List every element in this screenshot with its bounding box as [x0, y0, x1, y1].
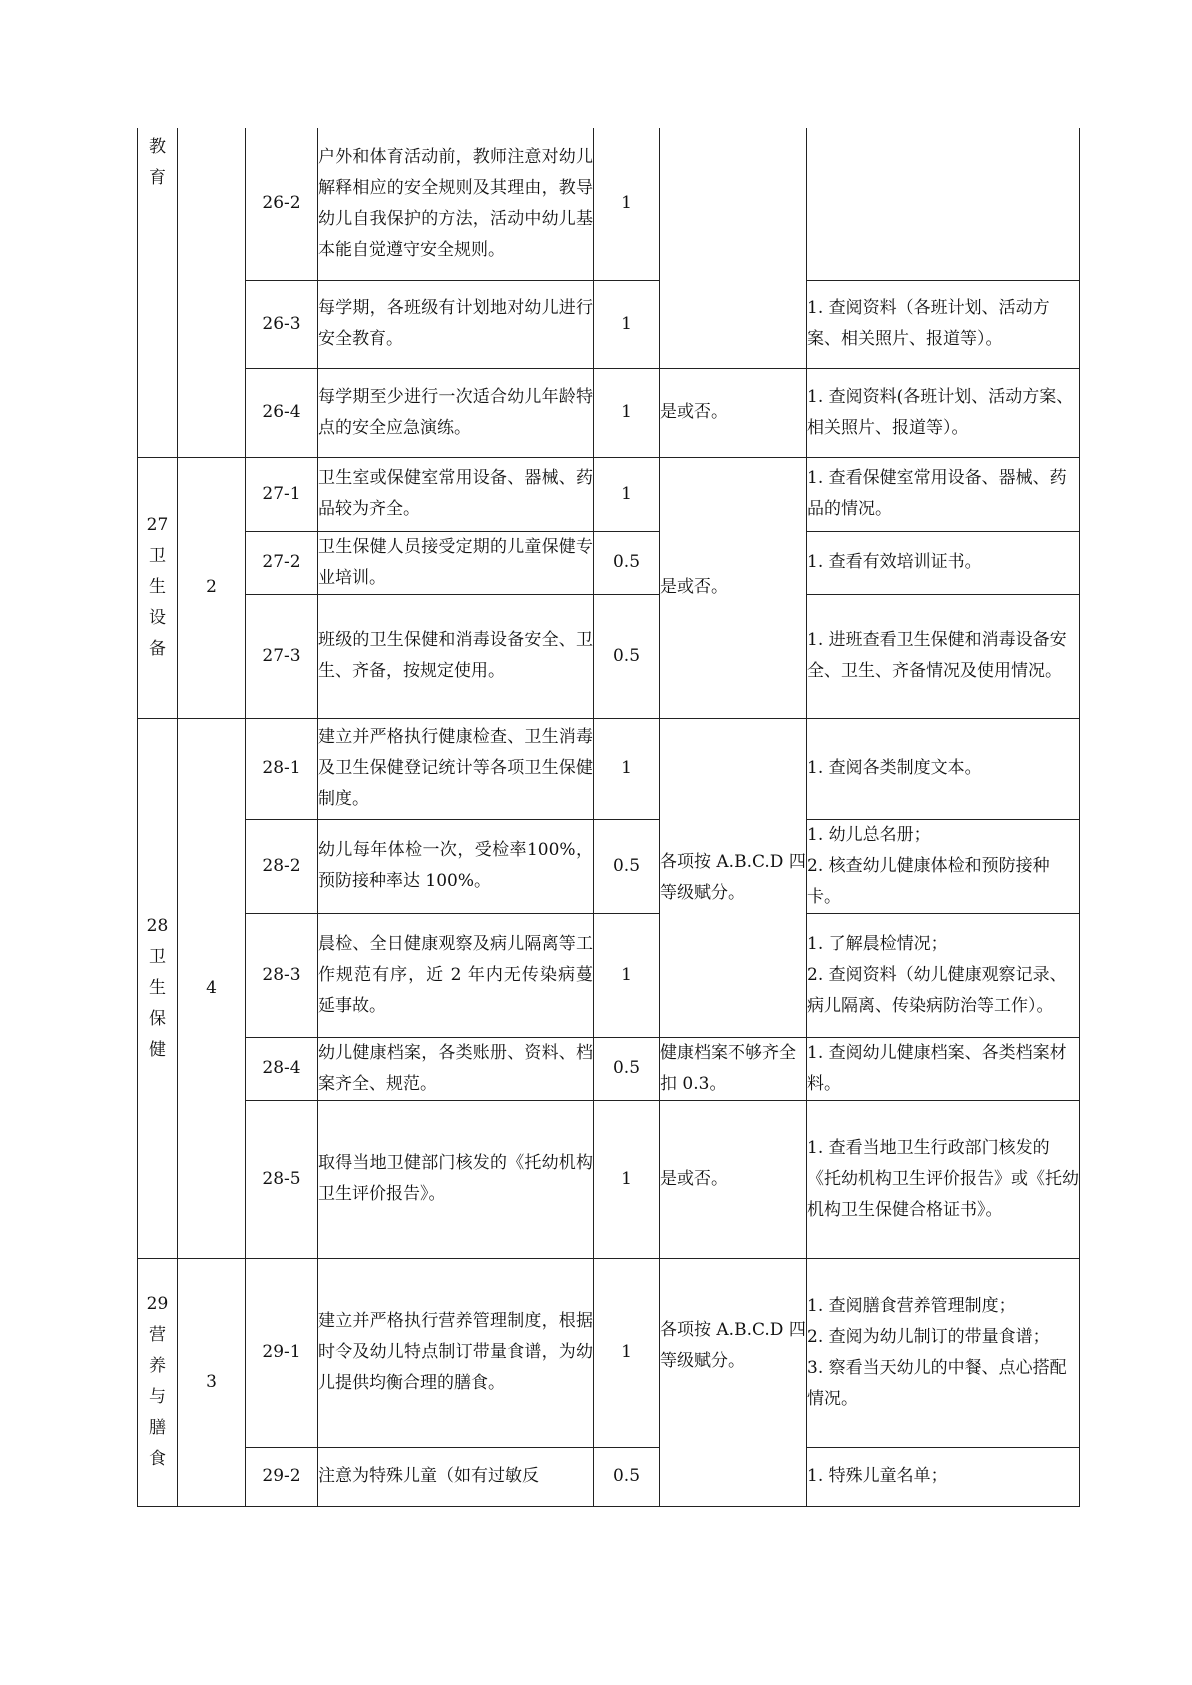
item-cell-hygiene-equipment: 27 卫 生 设 备	[138, 457, 178, 718]
item-cell-education: 教 育	[138, 128, 178, 457]
table-row	[138, 531, 1080, 594]
row-desc: 卫生保健人员接受定期的儿童保健专业培训。	[318, 531, 594, 594]
row-rule: 是或否。	[660, 368, 807, 457]
row-code: 27-2	[246, 531, 318, 594]
row-desc: 注意为特殊儿童（如有过敏反	[318, 1447, 594, 1506]
table-row	[138, 1037, 1080, 1100]
row-points: 1	[594, 718, 660, 819]
row-code: 29-2	[246, 1447, 318, 1506]
group-rule: 是或否。	[660, 457, 807, 718]
row-method: 1. 查阅幼儿健康档案、各类档案材料。	[807, 1037, 1080, 1100]
row-method: 1. 特殊儿童名单；	[807, 1447, 1080, 1506]
row-method: 1. 查阅膳食营养管理制度； 2. 查阅为幼儿制订的带量食谱； 3. 察看当天幼儿的中餐、点心搭配情况。	[807, 1258, 1080, 1447]
rule-cell-empty	[660, 128, 807, 368]
row-method: 1. 查看有效培训证书。	[807, 531, 1080, 594]
row-desc: 班级的卫生保健和消毒设备安全、卫生、齐备，按规定使用。	[318, 594, 594, 718]
row-points: 1	[594, 913, 660, 1037]
table-row	[138, 1100, 1080, 1258]
group-rule: 各项按 A.B.C.D 四等级赋分。	[660, 1258, 807, 1506]
row-code: 27-1	[246, 457, 318, 531]
row-code: 26-2	[246, 128, 318, 280]
row-code: 28-3	[246, 913, 318, 1037]
row-code: 26-3	[246, 280, 318, 368]
table-row	[138, 1447, 1080, 1506]
row-rule: 是或否。	[660, 1100, 807, 1258]
score-cell: 4	[178, 718, 246, 1258]
table-row	[138, 457, 1080, 531]
row-points: 1	[594, 1100, 660, 1258]
table-row	[138, 280, 1080, 368]
row-points: 0.5	[594, 1037, 660, 1100]
row-points: 1	[594, 368, 660, 457]
method-cell-empty	[807, 128, 1080, 280]
row-points: 1	[594, 280, 660, 368]
row-code: 28-2	[246, 819, 318, 913]
row-method: 1. 了解晨检情况； 2. 查阅资料（幼儿健康观察记录、病儿隔离、传染病防治等工作）。	[807, 913, 1080, 1037]
row-desc: 建立并严格执行营养管理制度，根据时令及幼儿特点制订带量食谱，为幼儿提供均衡合理的膳食。	[318, 1258, 594, 1447]
row-points: 0.5	[594, 1447, 660, 1506]
row-points: 1	[594, 457, 660, 531]
row-points: 1	[594, 1258, 660, 1447]
row-desc: 户外和体育活动前，教师注意对幼儿解释相应的安全规则及其理由，教导幼儿自我保护的方法，活动中幼儿基本能自觉遵守安全规则。	[318, 128, 594, 280]
row-method: 1. 查阅各类制度文本。	[807, 718, 1080, 819]
row-desc: 幼儿每年体检一次，受检率100%，预防接种率达 100%。	[318, 819, 594, 913]
row-desc: 每学期，各班级有计划地对幼儿进行安全教育。	[318, 280, 594, 368]
row-desc: 幼儿健康档案，各类账册、资料、档案齐全、规范。	[318, 1037, 594, 1100]
row-method: 1. 查看当地卫生行政部门核发的《托幼机构卫生评价报告》或《托幼机构卫生保健合格证书》。	[807, 1100, 1080, 1258]
row-desc: 每学期至少进行一次适合幼儿年龄特点的安全应急演练。	[318, 368, 594, 457]
table-row	[138, 368, 1080, 457]
score-cell: 3	[178, 1258, 246, 1506]
row-desc: 建立并严格执行健康检查、卫生消毒及卫生保健登记统计等各项卫生保健制度。	[318, 718, 594, 819]
row-desc: 取得当地卫健部门核发的《托幼机构卫生评价报告》。	[318, 1100, 594, 1258]
table-row	[138, 128, 1080, 280]
row-code: 28-4	[246, 1037, 318, 1100]
row-method: 1. 查阅资料（各班计划、活动方案、相关照片、报道等）。	[807, 280, 1080, 368]
score-cell: 2	[178, 457, 246, 718]
row-desc: 晨检、全日健康观察及病儿隔离等工作规范有序，近 2 年内无传染病蔓延事故。	[318, 913, 594, 1037]
row-code: 27-3	[246, 594, 318, 718]
row-code: 29-1	[246, 1258, 318, 1447]
table-row	[138, 1258, 1080, 1447]
row-points: 0.5	[594, 594, 660, 718]
item-cell-nutrition: 29 营 养 与 膳 食	[138, 1258, 178, 1506]
table-row	[138, 594, 1080, 718]
table-row	[138, 819, 1080, 913]
row-rule: 健康档案不够齐全扣 0.3。	[660, 1037, 807, 1100]
row-method: 1. 查看保健室常用设备、器械、药品的情况。	[807, 457, 1080, 531]
table-row	[138, 718, 1080, 819]
row-desc: 卫生室或保健室常用设备、器械、药品较为齐全。	[318, 457, 594, 531]
row-code: 28-1	[246, 718, 318, 819]
row-points: 0.5	[594, 531, 660, 594]
table-row	[138, 913, 1080, 1037]
row-points: 0.5	[594, 819, 660, 913]
row-method: 1. 幼儿总名册； 2. 核查幼儿健康体检和预防接种卡。	[807, 819, 1080, 913]
row-method: 1. 进班查看卫生保健和消毒设备安全、卫生、齐备情况及使用情况。	[807, 594, 1080, 718]
row-code: 28-5	[246, 1100, 318, 1258]
row-code: 26-4	[246, 368, 318, 457]
score-cell	[178, 128, 246, 457]
row-points: 1	[594, 128, 660, 280]
evaluation-table	[137, 128, 1080, 1507]
group-rule: 各项按 A.B.C.D 四等级赋分。	[660, 718, 807, 1037]
item-cell-health-care: 28 卫 生 保 健	[138, 718, 178, 1258]
row-method: 1. 查阅资料(各班计划、活动方案、相关照片、报道等）。	[807, 368, 1080, 457]
